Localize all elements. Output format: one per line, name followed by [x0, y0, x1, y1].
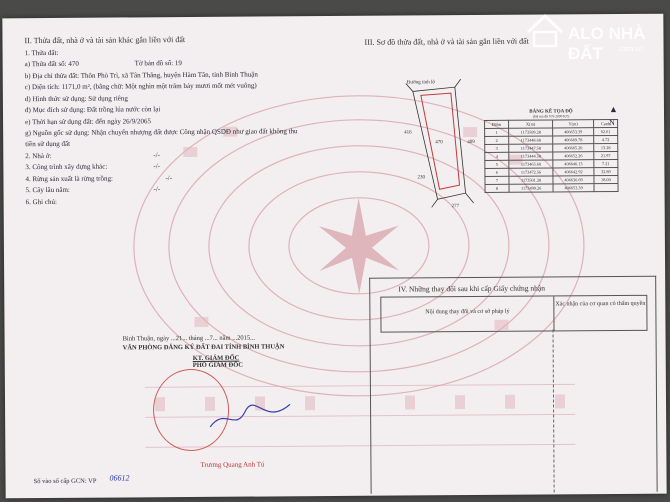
neighbor-2: 409	[467, 140, 475, 146]
coord-cell: 8	[485, 184, 509, 192]
place-date: Bình Thuận, ngày ...21... tháng ...7... năm ...2015...	[122, 334, 256, 343]
coord-cell: 1173472.56	[509, 168, 553, 176]
line-9: tiền sử dụng đất	[25, 139, 71, 149]
dash-3: -/-	[165, 174, 173, 183]
coord-cell: 406653.39	[553, 184, 594, 192]
office-name: VĂN PHÒNG ĐĂNG KÝ ĐẤT ĐAI TỈNH BÌNH THUẬN	[122, 343, 285, 352]
watermark-name: ALO NHÀ ĐẤT	[568, 24, 646, 63]
coord-cell: 13.28	[594, 144, 618, 152]
coord-cell: 7	[485, 176, 509, 184]
line-7: e) Thời hạn sử dụng đất: đến ngày 26/9/2065	[25, 117, 152, 127]
coordinate-table	[484, 109, 619, 193]
neighbor-1: 416	[404, 130, 412, 136]
map-section-title: III. Sơ đồ thửa đất, nhà ở và tài sản gắn liền với đất	[364, 36, 529, 47]
coord-cell: 5	[485, 160, 509, 168]
coord-cell: 406665.20	[553, 144, 594, 152]
coord-subtitle: (Hệ tọa độ VN-2000 KT)	[532, 114, 570, 119]
changes-col-confirm: Xác nhận của cơ quan có thẩm quyền	[555, 300, 646, 308]
road-label: Đường tỉnh lộ	[406, 80, 435, 86]
line-14: 6. Ghi chú:	[25, 197, 57, 207]
house-logo-icon	[524, 10, 566, 50]
watermark-logo	[510, 6, 668, 63]
gcn-number-label: Số vào sổ cấp GCN: VP	[33, 477, 97, 486]
parcel-no: 470	[435, 140, 443, 146]
neighbor-3: 230	[417, 175, 425, 181]
coord-cell: 1	[485, 128, 509, 136]
north-arrow-icon: ▲	[608, 104, 618, 115]
changes-box	[369, 276, 658, 494]
map-sheet: Tờ bản đồ số: 19	[134, 59, 182, 68]
line-5: d) Hình thức sử dụng: Sử dụng riêng	[24, 94, 128, 104]
line-4: c) Diện tích: 1171,0 m², (bằng chữ: Một nghìn một trăm bảy mươi mốt mét vuông)	[24, 81, 257, 92]
changes-col-content: Nội dung thay đổi và cơ sở pháp lý	[381, 296, 554, 331]
coord-cell: 4	[485, 152, 509, 160]
line-8: g) Nguồn gốc sử dụng: Nhận chuyển nhượng đất được Công nhận QSDĐ như giao đất không thu	[25, 127, 298, 138]
coord-header: X(m)	[508, 120, 552, 128]
coord-header: Điểm	[485, 120, 509, 128]
coord-cell: 1173499.26	[509, 184, 553, 192]
land-section-title: II. Thửa đất, nhà ở và tài sản khác gắn liền với đất	[24, 35, 186, 46]
coord-cell	[594, 184, 618, 192]
coord-title: BẢNG KÊ TỌA ĐỘ	[529, 109, 573, 115]
changes-header	[380, 295, 647, 333]
coord-cell: 406653.39	[553, 128, 594, 136]
deputy-director: PHÓ GIÁM ĐỐC	[192, 361, 243, 369]
kt-director: KT. GIÁM ĐỐC	[192, 354, 240, 362]
line-11: 3. Công trình xây dựng khác:	[25, 162, 108, 172]
coord-cell: 4.72	[593, 136, 617, 144]
coord-cell: 21.97	[594, 152, 618, 160]
coord-cell: 18.00	[594, 176, 618, 184]
parcel-sketch	[403, 73, 484, 214]
coord-cell: 62.61	[593, 128, 617, 136]
neighbor-4: 277	[451, 204, 460, 210]
coord-row	[485, 184, 618, 193]
coord-cell: 1173501.28	[509, 176, 553, 184]
coord-cell: 406652.26	[553, 152, 594, 160]
coord-cell: 406642.92	[553, 168, 594, 176]
signature-scribble	[205, 396, 295, 437]
certificate-page	[2, 14, 666, 499]
coord-cell: 1173447.58	[509, 144, 553, 152]
signer-name: Trương Quang Anh Tú	[200, 460, 265, 469]
line-13: 5. Cây lâu năm:	[25, 185, 70, 195]
coord-cell: 1173509.28	[509, 128, 553, 136]
signature-block	[123, 334, 285, 369]
coord-cell: 1173465.60	[509, 160, 553, 168]
coord-cell: 7.21	[594, 160, 618, 168]
coord-cell: 406646.13	[553, 160, 594, 168]
north-letter: N	[609, 118, 615, 128]
coord-cell: 2	[485, 136, 509, 144]
watermark-domain: .com.vn	[618, 46, 643, 53]
gcn-number: 06612	[109, 473, 130, 483]
dash-1: -/-	[153, 151, 160, 160]
line-12: 4. Rừng sản xuất là rừng trồng:	[25, 174, 113, 184]
coord-cell: 3	[485, 144, 509, 152]
line-1: 1. Thửa đất:	[24, 48, 59, 58]
line-6: đ) Mục đích sử dụng: Đất trồng lúa nước còn lại	[24, 105, 161, 115]
line-10: 2. Nhà ở:	[25, 151, 52, 161]
dash-4: -/-	[153, 185, 161, 194]
coord-cell: 1173448.68	[509, 136, 553, 144]
coord-cell: 32.89	[594, 168, 618, 176]
coord-header: Cạnh	[593, 120, 617, 128]
changes-divider	[553, 329, 555, 492]
dash-2: -/-	[153, 162, 161, 171]
coord-cell: 6	[485, 168, 509, 176]
line-2: a) Thửa đất số: 470	[24, 59, 79, 69]
changes-title: IV. Những thay đổi sau khi cấp Giấy chứng nhận	[398, 283, 545, 294]
line-3: b) Địa chỉ thửa đất: Thôn Phò Trì, xã Tân Thắng, huyện Hàm Tân, tỉnh Bình Thuận	[24, 70, 258, 81]
coord-cell: 406669.78	[553, 136, 594, 144]
coord-header: Y(m)	[553, 120, 594, 128]
coord-cell: 1173444.58	[509, 152, 553, 160]
coord-cell: 406636.69	[553, 176, 594, 184]
